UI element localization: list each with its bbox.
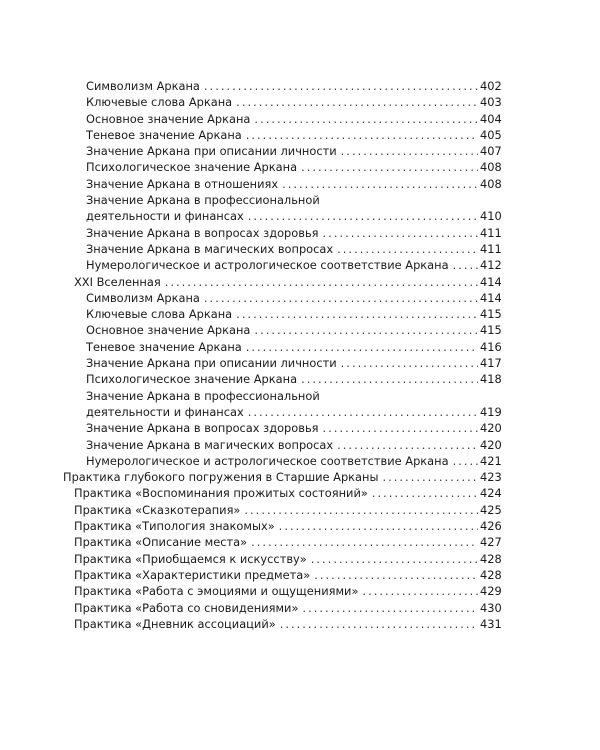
- toc-row: [0, 485, 600, 501]
- toc-entry-title: Практика глубокого погружения в Старшие Арканы: [63, 470, 379, 485]
- leader-dots: [341, 143, 478, 159]
- toc-entry-page: 428: [480, 551, 502, 566]
- toc-row: [0, 404, 600, 420]
- toc-entry[interactable]: [86, 257, 500, 273]
- toc-entry-page: 408: [480, 176, 502, 191]
- toc-entry-title: Психологическое значение Аркана: [86, 372, 298, 387]
- toc-entry[interactable]: [86, 208, 500, 224]
- toc-entry-page: 403: [480, 95, 502, 110]
- toc-entry-title: Практика «Сказкотерапия»: [74, 502, 241, 517]
- leader-dots: [254, 111, 478, 127]
- toc-row: [0, 290, 600, 306]
- toc-entry[interactable]: [86, 437, 500, 453]
- toc-row: [0, 339, 600, 355]
- leader-dots: [323, 420, 478, 436]
- toc-entry-title: Символизм Аркана: [86, 79, 200, 93]
- toc-row: [0, 420, 600, 436]
- toc-entry[interactable]: [63, 469, 500, 485]
- toc-row: [0, 127, 600, 143]
- toc-entry-title: Практика «Работа с эмоциями и ощущениями»: [74, 584, 359, 599]
- leader-dots: [279, 518, 478, 534]
- leader-dots: [337, 241, 478, 257]
- toc-entry[interactable]: [86, 225, 500, 241]
- toc-entry[interactable]: [86, 322, 500, 338]
- toc-entry[interactable]: [74, 518, 500, 534]
- toc-entry-page: 412: [480, 258, 502, 273]
- leader-dots: [236, 94, 478, 110]
- toc-entry-title: деятельности и финансах: [86, 209, 244, 224]
- toc-entry-title: Практика «Описание места»: [74, 535, 248, 550]
- toc-entry-page: 411: [480, 225, 502, 240]
- toc-entry[interactable]: [74, 485, 500, 501]
- toc-row: [0, 388, 600, 404]
- toc-entry-page: 404: [480, 111, 502, 126]
- toc-row: [0, 616, 600, 632]
- toc-entry-title[interactable]: Значение Аркана в профессиональной: [86, 388, 320, 403]
- toc-entry-page: 417: [480, 356, 502, 371]
- toc-row: [0, 371, 600, 387]
- toc-row: [0, 583, 600, 599]
- toc-entry[interactable]: [74, 583, 500, 599]
- toc-entry-page: 424: [480, 486, 502, 501]
- toc-row: [0, 355, 600, 371]
- toc-entry-title: Практика «Работа со сновидениями»: [74, 600, 299, 615]
- toc-entry-title: Практика «Приобщаемся к искусству»: [74, 551, 307, 566]
- toc-row: [0, 600, 600, 616]
- toc-entry-title: Значение Аркана в магических вопросах: [86, 241, 334, 256]
- toc-row: [0, 78, 600, 94]
- toc-entry[interactable]: [86, 371, 500, 387]
- toc-row: [0, 518, 600, 534]
- toc-entry-page: 431: [480, 616, 502, 631]
- leader-dots: [165, 274, 478, 290]
- leader-dots: [453, 257, 478, 273]
- toc-entry[interactable]: [86, 453, 500, 469]
- leader-dots: [362, 583, 478, 599]
- toc-entry[interactable]: [86, 355, 500, 371]
- toc-entry[interactable]: [86, 78, 500, 94]
- toc-entry[interactable]: [74, 551, 500, 567]
- toc-row: [0, 192, 600, 208]
- toc-entry-title: Теневое значение Аркана: [86, 339, 242, 354]
- toc-row: [0, 453, 600, 469]
- leader-dots: [251, 534, 478, 550]
- toc-entry-page: 423: [480, 470, 502, 485]
- leader-dots: [337, 437, 478, 453]
- toc-row: [0, 208, 600, 224]
- toc-entry[interactable]: [86, 94, 500, 110]
- toc-entry-page: 407: [480, 144, 502, 159]
- toc-row: [0, 241, 600, 257]
- leader-dots: [248, 404, 478, 420]
- toc-entry-title: Практика «Типология знакомых»: [74, 519, 275, 534]
- toc-entry-page: 415: [480, 323, 502, 338]
- toc-entry[interactable]: [86, 111, 500, 127]
- toc-row: [0, 159, 600, 175]
- toc-entry[interactable]: [86, 290, 500, 306]
- toc-entry-title: Основное значение Аркана: [86, 323, 251, 338]
- toc-entry-title: Практика «Дневник ассоциаций»: [74, 616, 276, 631]
- toc-entry-title: Теневое значение Аркана: [86, 127, 242, 142]
- toc-entry[interactable]: [86, 143, 500, 159]
- toc-entry-page: 429: [480, 584, 502, 599]
- table-of-contents: [0, 78, 600, 632]
- toc-entry-title: Ключевые слова Аркана: [86, 95, 233, 110]
- toc-entry-title: Нумерологическое и астрологическое соответствие Аркана: [86, 453, 449, 468]
- leader-dots: [236, 306, 478, 322]
- toc-entry-page: 408: [480, 160, 502, 175]
- leader-dots: [302, 600, 478, 616]
- toc-entry-title: Ключевые слова Аркана: [86, 307, 233, 322]
- toc-entry-title: Нумерологическое и астрологическое соответствие Аркана: [86, 258, 449, 273]
- toc-row: [0, 257, 600, 273]
- toc-entry[interactable]: [74, 534, 500, 550]
- toc-entry-page: 420: [480, 421, 502, 436]
- leader-dots: [341, 355, 478, 371]
- toc-entry-page: 427: [480, 535, 502, 550]
- toc-entry-title: Значение Аркана в вопросах здоровья: [86, 225, 319, 240]
- toc-entry[interactable]: [74, 616, 500, 632]
- leader-dots: [280, 616, 478, 632]
- toc-entry-page: 416: [480, 339, 502, 354]
- toc-entry[interactable]: [74, 600, 500, 616]
- toc-entry-page: 428: [480, 567, 502, 582]
- toc-entry-page: 415: [480, 307, 502, 322]
- leader-dots: [314, 567, 478, 583]
- toc-entry-page: 414: [480, 274, 502, 289]
- leader-dots: [248, 208, 478, 224]
- toc-entry[interactable]: [86, 159, 500, 175]
- toc-row: [0, 94, 600, 110]
- toc-entry[interactable]: [86, 241, 500, 257]
- toc-entry-title: Практика «Воспоминания прожитых состояний»: [74, 486, 368, 501]
- toc-entry-title: Значение Аркана в отношениях: [86, 176, 279, 191]
- toc-entry[interactable]: [86, 404, 500, 420]
- toc-entry-title: Значение Аркана в магических вопросах: [86, 437, 334, 452]
- toc-row: [0, 469, 600, 485]
- toc-entry-page: 405: [480, 127, 502, 142]
- leader-dots: [204, 78, 478, 94]
- toc-entry-title[interactable]: Значение Аркана в профессиональной: [86, 193, 320, 208]
- leader-dots: [246, 339, 478, 355]
- toc-entry[interactable]: [86, 306, 500, 322]
- leader-dots: [244, 502, 478, 518]
- toc-entry[interactable]: [74, 567, 500, 583]
- toc-entry-title: Практика «Характеристики предмета»: [74, 567, 311, 582]
- toc-row: [0, 176, 600, 192]
- toc-entry-page: 418: [480, 372, 502, 387]
- toc-entry-page: 402: [480, 79, 502, 93]
- toc-entry-title: Значение Аркана при описании личности: [86, 356, 337, 371]
- toc-entry-title: Символизм Аркана: [86, 290, 200, 305]
- toc-entry[interactable]: [86, 176, 500, 192]
- toc-row: [0, 225, 600, 241]
- toc-entry-page: 425: [480, 502, 502, 517]
- toc-row: [0, 567, 600, 583]
- toc-entry-title: деятельности и финансах: [86, 404, 244, 419]
- toc-entry[interactable]: [74, 274, 500, 290]
- toc-row: [0, 306, 600, 322]
- toc-row: [0, 143, 600, 159]
- toc-row: [0, 551, 600, 567]
- leader-dots: [301, 371, 478, 387]
- toc-entry-title: Значение Аркана в вопросах здоровья: [86, 421, 319, 436]
- toc-row: [0, 502, 600, 518]
- toc-entry-page: 426: [480, 519, 502, 534]
- leader-dots: [323, 225, 478, 241]
- toc-entry-title: XXI Вселенная: [74, 274, 161, 289]
- toc-row: [0, 111, 600, 127]
- toc-entry-page: 420: [480, 437, 502, 452]
- toc-entry-page: 414: [480, 290, 502, 305]
- toc-entry-page: 430: [480, 600, 502, 615]
- leader-dots: [246, 127, 478, 143]
- toc-entry-title: Значение Аркана при описании личности: [86, 144, 337, 159]
- toc-row: [0, 437, 600, 453]
- toc-row: [0, 274, 600, 290]
- leader-dots: [282, 176, 478, 192]
- toc-entry[interactable]: [86, 127, 500, 143]
- toc-entry-page: 421: [480, 453, 502, 468]
- toc-row: [0, 534, 600, 550]
- toc-entry-title: Основное значение Аркана: [86, 111, 251, 126]
- toc-entry-page: 411: [480, 241, 502, 256]
- leader-dots: [372, 485, 478, 501]
- toc-entry-page: 410: [480, 209, 502, 224]
- leader-dots: [204, 290, 478, 306]
- leader-dots: [311, 551, 478, 567]
- toc-entry-page: 419: [480, 404, 502, 419]
- toc-entry[interactable]: [74, 502, 500, 518]
- toc-entry[interactable]: [86, 420, 500, 436]
- leader-dots: [382, 469, 478, 485]
- leader-dots: [301, 159, 478, 175]
- toc-entry[interactable]: [86, 339, 500, 355]
- toc-entry-title: Психологическое значение Аркана: [86, 160, 298, 175]
- toc-row: [0, 322, 600, 338]
- leader-dots: [254, 322, 478, 338]
- leader-dots: [453, 453, 478, 469]
